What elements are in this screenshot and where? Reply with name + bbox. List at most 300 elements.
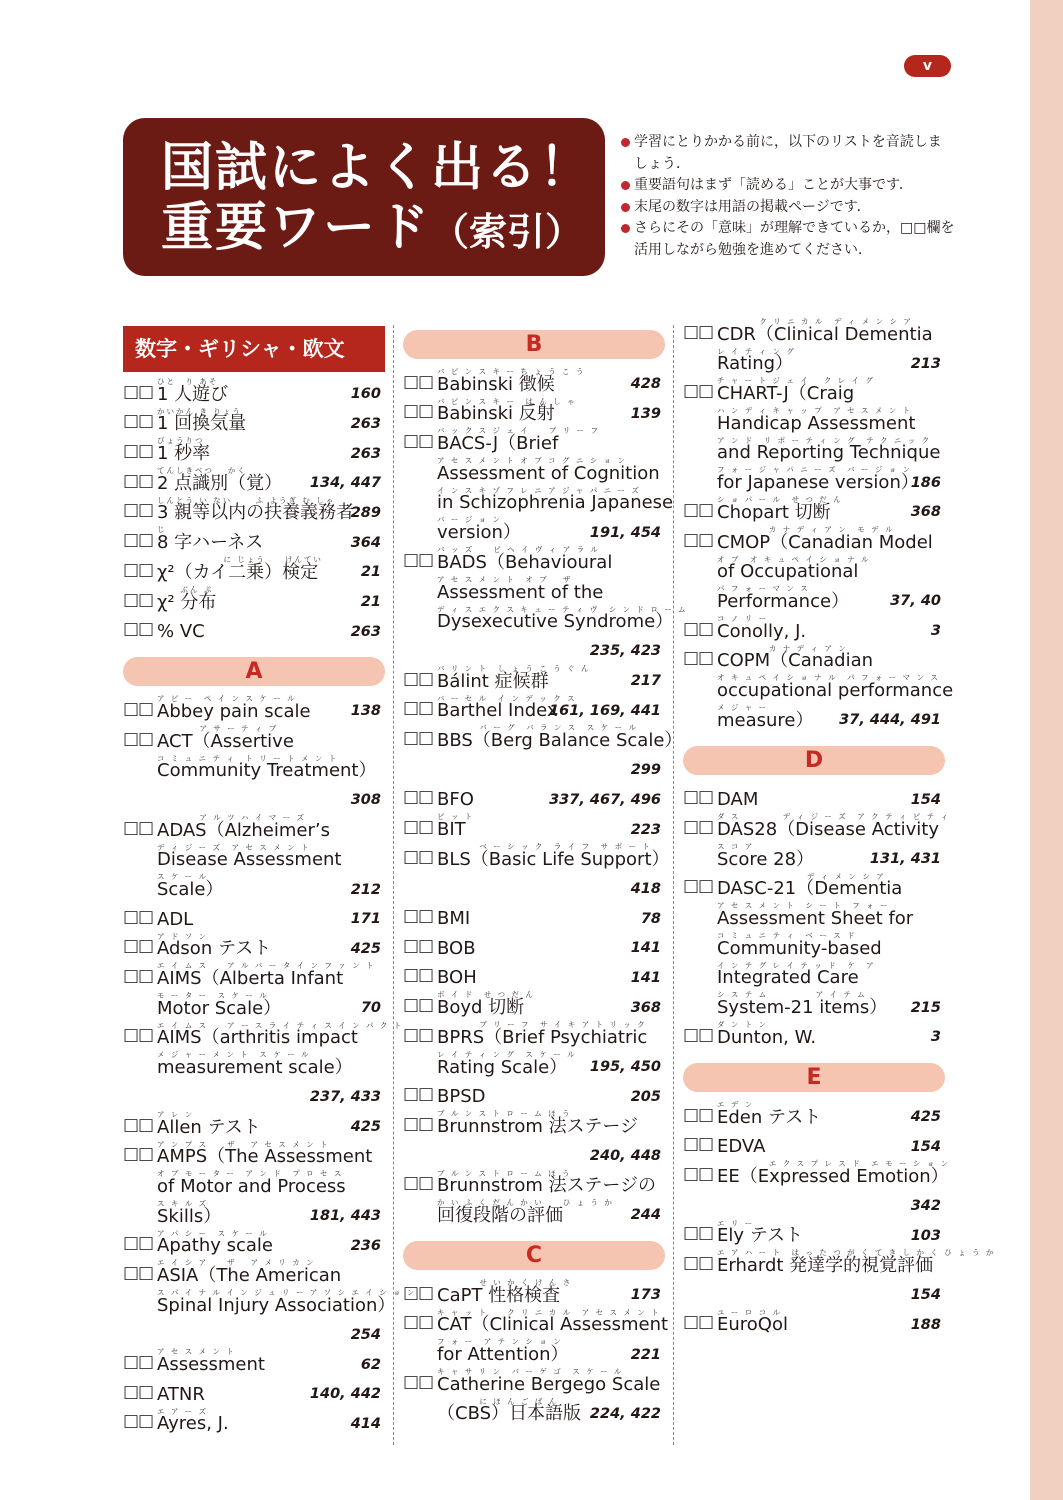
entry-line: [403, 784, 665, 814]
index-term: Spinal Injury Association）: [157, 1294, 396, 1316]
index-term: BMI: [437, 908, 471, 930]
index-entry: [403, 1081, 665, 1111]
furigana-reading: エ ア ハ ー ト は っ た つ が く て き し か く ひ ょ う か: [717, 1248, 996, 1258]
entry-line: [683, 843, 945, 873]
checkbox-pair[interactable]: □□: [683, 1163, 714, 1184]
index-term: Integrated Care: [717, 967, 859, 989]
entry-line: [123, 467, 385, 497]
entry-line: [123, 1200, 385, 1230]
checkbox-pair[interactable]: □□: [403, 817, 434, 837]
index-term: （CBS）日本語版: [437, 1403, 582, 1425]
index-entry: [123, 526, 385, 556]
furigana-reading: カ ナ デ ィ ア ン: [717, 643, 848, 653]
entry-line: [123, 556, 385, 586]
entry-line: [683, 962, 945, 992]
index-entry: [123, 1378, 385, 1408]
index-term: 3 親等以内の扶養義務者: [157, 502, 355, 524]
furigana-reading: ブ リ ー フ サ イ キ ア ト リ ッ ク: [437, 1020, 647, 1030]
index-entry: [123, 903, 385, 933]
furigana-reading: ス キ ル ズ: [157, 1198, 209, 1208]
index-term: BOB: [437, 937, 476, 959]
index-column-1: [123, 318, 417, 1460]
furigana-reading: コ ノ リ ー: [717, 613, 769, 623]
page-reference: 186: [910, 474, 941, 491]
entry-line: [683, 1131, 945, 1161]
checkbox-pair[interactable]: □□: [403, 401, 434, 422]
index-term: Brunnstrom 法ステージ: [437, 1115, 638, 1137]
checkbox-pair[interactable]: □□: [123, 906, 154, 927]
index-term: Scale）: [157, 879, 224, 900]
index-term: Community-based: [717, 937, 882, 959]
entry-line: [123, 616, 385, 646]
instruction-item: 末尾の数字は用語の掲載ページです．: [620, 197, 955, 219]
entry-line: [403, 1338, 665, 1368]
checkbox-pair[interactable]: □□: [403, 906, 434, 927]
index-term: BADS（Behavioural: [437, 551, 613, 573]
index-term: Adson テスト: [157, 938, 272, 960]
entry-line: [123, 844, 385, 874]
index-entry: [403, 902, 665, 932]
instructions-list: [620, 132, 955, 261]
index-term: CDR（Clinical Dementia: [717, 323, 933, 345]
page-reference: 173: [630, 1287, 661, 1304]
entry-line: [403, 1021, 665, 1051]
index-entry: [403, 962, 665, 992]
entry-line: [123, 1230, 385, 1260]
checkbox-pair[interactable]: □□: [123, 441, 154, 462]
index-entry: [403, 1021, 665, 1080]
furigana-reading: じ: [157, 525, 167, 535]
furigana-reading: ス コ ア: [717, 842, 755, 851]
page-reference: 342: [910, 1198, 941, 1215]
checkbox-pair[interactable]: □□: [683, 1252, 714, 1273]
entry-line: [123, 992, 385, 1022]
entry-line: [683, 704, 945, 734]
page-reference: 134, 447: [309, 475, 381, 492]
checkbox-pair[interactable]: □□: [403, 1024, 434, 1045]
checkbox-pair[interactable]: □□: [123, 381, 154, 402]
checkbox-pair[interactable]: □□: [123, 1381, 154, 1402]
index-entry: [403, 932, 665, 962]
furigana-reading: イ ン ス キ ゾ フ レ ニ ア ジ ャ パ ニ ー ズ: [437, 485, 641, 495]
page-reference: 154: [910, 1287, 941, 1304]
index-entry: [683, 377, 945, 496]
furigana-reading: ア パ シ ー ス ケ ー ル: [157, 1228, 269, 1238]
furigana-reading: バ ー ジ ョ ン: [437, 515, 503, 525]
checkbox-pair[interactable]: □□: [403, 1113, 434, 1134]
index-term: measurement scale）: [157, 1057, 353, 1079]
index-term: 2 点識別（覚）: [157, 472, 283, 494]
page-reference: 212: [350, 881, 381, 898]
index-entry: [683, 784, 945, 814]
furigana-reading: ユ ー ロ コ ル: [717, 1307, 783, 1317]
furigana-reading: バ ッ ズ ビ ヘ イ ヴ ィ ア ラ ル: [437, 545, 600, 555]
furigana-reading: フ ォ ー ア テ ン シ ョ ン: [437, 1337, 563, 1347]
entry-line: [123, 1319, 385, 1349]
furigana-reading: ダ ン ト ン: [717, 1020, 769, 1030]
checkbox-pair[interactable]: □□: [123, 1411, 154, 1432]
index-column-3: [683, 317, 996, 1460]
checkbox-pair[interactable]: □□: [403, 846, 434, 867]
page-reference: 240, 448: [589, 1148, 661, 1165]
furigana-reading: びょうりつ: [157, 436, 205, 446]
furigana-reading: メ ジ ャ ー: [717, 702, 769, 712]
index-term: Apathy scale: [157, 1235, 273, 1257]
entry-line: [683, 1021, 945, 1051]
furigana-reading: メ ジ ャ ー メ ン ト ス ケ ー ル: [157, 1050, 311, 1060]
entry-line: [683, 348, 945, 378]
instruction-item: 重要語句はまず「読める」ことが大事です．: [620, 175, 955, 197]
page-reference: 221: [630, 1346, 661, 1363]
checkbox-pair[interactable]: □□: [123, 1262, 154, 1283]
index-entry: [123, 1348, 385, 1378]
furigana-reading: フ ォ ー ジ ャ パ ニ ー ズ バ ー ジ ョ ン: [717, 465, 913, 475]
furigana-reading: オ ブ オ キ ュ ペ イ シ ョ ナ ル: [717, 554, 871, 564]
furigana-reading: シ ョ パ ー ル せ つ だ ん: [717, 495, 843, 505]
checkbox-pair[interactable]: □□: [123, 936, 154, 957]
entry-line: [123, 408, 385, 438]
index-entry: [683, 643, 954, 734]
page-reference: 171: [350, 911, 381, 928]
entry-line: [403, 1368, 665, 1398]
index-term: EE（Expressed Emotion）: [717, 1165, 949, 1187]
furigana-reading: エ ア ー ズ: [157, 1406, 209, 1416]
checkbox-pair[interactable]: □□: [403, 995, 434, 1016]
entry-line: [403, 516, 665, 546]
checkbox-pair[interactable]: □□: [683, 1223, 714, 1244]
index-term: Skills）: [157, 1205, 222, 1227]
page-reference: 364: [350, 534, 381, 551]
furigana-reading: ひと り あそ: [157, 377, 219, 386]
index-term: Catherine Bergego Scale: [437, 1373, 661, 1395]
checkbox-pair[interactable]: □□: [403, 371, 434, 392]
checkbox-pair[interactable]: □□: [683, 648, 714, 669]
index-entry: [123, 962, 385, 1021]
entry-line: [683, 991, 945, 1021]
checkbox-pair[interactable]: □□: [683, 321, 714, 342]
furigana-reading: ア セ ス メ ン ト シ ー ト フ ォ ー: [717, 901, 890, 911]
entry-line: [403, 1081, 665, 1111]
index-entry: [683, 1309, 945, 1339]
page-reference: 213: [910, 355, 941, 372]
checkbox-pair[interactable]: □□: [123, 559, 154, 580]
index-term: BOH: [437, 967, 477, 989]
entry-line: [683, 377, 945, 407]
entry-line: [123, 814, 385, 844]
furigana-reading: パ フ ォ ー マ ン ス: [717, 584, 810, 594]
furigana-reading: ブ ル ン ス ト ロ ー ム ほ う: [437, 1109, 572, 1119]
page-reference: 3: [930, 1029, 941, 1046]
index-entry: [403, 368, 665, 398]
index-term: Barthel Index: [437, 700, 558, 722]
checkbox-pair[interactable]: □□: [403, 431, 434, 452]
furigana-reading: バ ー グ バ ラ ン ス ス ケ ー ル: [437, 723, 638, 733]
index-entry: [123, 408, 385, 438]
entry-line: [403, 635, 665, 665]
page-reference: 289: [350, 504, 381, 521]
checkbox-pair[interactable]: □□: [683, 1134, 714, 1155]
entry-line: [683, 1220, 945, 1250]
checkbox-pair[interactable]: □□: [683, 529, 714, 550]
entry-line: [123, 1141, 385, 1171]
checkbox-pair[interactable]: □□: [123, 619, 154, 640]
index-term: EDVA: [717, 1136, 766, 1158]
index-entry: [123, 586, 385, 616]
index-entry: [683, 873, 945, 1021]
page-reference: 414: [350, 1415, 381, 1432]
entry-line: [123, 1348, 385, 1378]
checkbox-pair[interactable]: □□: [403, 1312, 434, 1333]
checkbox-pair[interactable]: □□: [403, 1371, 434, 1392]
entry-line: [123, 526, 385, 556]
checkbox-pair[interactable]: □□: [123, 698, 154, 719]
index-term: of Motor and Process: [157, 1175, 346, 1197]
checkbox-pair[interactable]: □□: [683, 381, 714, 402]
instruction-item: さらにその「意味」が理解できているか，□□欄を活用しながら勉強を進めてください．: [620, 218, 955, 261]
index-term: ACT（Assertive: [157, 730, 294, 752]
title-sub: （索引）: [431, 210, 584, 254]
furigana-reading: レ イ テ ィ ン グ: [717, 346, 796, 356]
entry-line: [403, 813, 665, 843]
index-entry: [403, 723, 683, 783]
furigana-reading: キ ャ サ リ ン バ ー ゲ ゴ ス ケ ー ル: [437, 1367, 624, 1376]
checkbox-pair[interactable]: □□: [403, 698, 434, 719]
index-term: ADAS（Alzheimer’s: [157, 819, 330, 841]
checkbox-pair[interactable]: □□: [123, 1144, 154, 1165]
checkbox-pair[interactable]: □□: [123, 530, 154, 551]
page-subtitle: [161, 198, 605, 270]
index-entry: [683, 615, 945, 645]
checkbox-pair[interactable]: □□: [403, 965, 434, 986]
index-term: in Schizophrenia Japanese: [437, 492, 674, 514]
index-entry: [683, 318, 945, 377]
page-reference: 160: [350, 386, 381, 403]
furigana-reading: エ イ ム ス ア ル バ ー タ イ ン フ ァ ン ト: [157, 961, 376, 971]
page-reference: 308: [350, 792, 381, 809]
entry-line: [403, 1140, 665, 1170]
checkbox-pair[interactable]: □□: [683, 876, 714, 897]
checkbox-pair[interactable]: □□: [683, 787, 714, 808]
entry-line: [403, 1051, 665, 1081]
page-reference: 188: [910, 1316, 941, 1333]
entry-line: [683, 407, 945, 437]
page-reference: 224, 422: [589, 1405, 661, 1422]
index-entry: [123, 1141, 385, 1230]
entry-line: [683, 902, 945, 932]
entry-line: [403, 368, 665, 398]
furigana-reading: ダ ス デ ィ ジ ー ズ ア ク テ ィ ビ テ ィ: [717, 812, 951, 822]
checkbox-pair[interactable]: □□: [123, 500, 154, 521]
entry-line: [123, 903, 385, 933]
index-term: BPSD: [437, 1086, 486, 1108]
index-term: AIMS（arthritis impact: [157, 1027, 358, 1049]
page-reference: 425: [350, 940, 381, 957]
checkbox-pair[interactable]: □□: [403, 1084, 434, 1105]
entry-line: [683, 1279, 945, 1309]
checkbox-pair[interactable]: □□: [403, 935, 434, 956]
index-term: Dysexecutive Syndrome）: [437, 611, 674, 633]
index-term: Assessment of Cognition: [437, 462, 660, 484]
index-term: Rating）: [717, 353, 794, 375]
index-term: 回復段階の評価: [437, 1204, 563, 1226]
index-entry: [123, 467, 385, 497]
furigana-reading: エ イ ム ス ア ー ス ラ イ テ ィ ス イ ン パ ク ト: [157, 1020, 404, 1030]
index-term: χ² 分布: [157, 591, 217, 613]
entry-line: [123, 1111, 385, 1141]
index-term: Brunnstrom 法ステージの: [437, 1175, 656, 1197]
index-entry: [403, 398, 665, 428]
checkbox-pair[interactable]: □□: [123, 470, 154, 491]
page-reference: 235, 423: [589, 643, 661, 660]
index-entry: [403, 545, 688, 665]
checkbox-pair[interactable]: □□: [403, 1173, 434, 1194]
checkbox-pair[interactable]: □□: [683, 1312, 714, 1333]
entry-line: [683, 318, 945, 348]
furigana-reading: か い ふ く だ ん か い ひ ょ う か: [437, 1198, 614, 1208]
checkbox-pair[interactable]: □□: [403, 1282, 434, 1303]
index-term: ATNR: [157, 1383, 205, 1405]
checkbox-pair[interactable]: □□: [123, 1114, 154, 1135]
index-entry: [403, 665, 665, 695]
index-term: BACS-J（Brief: [437, 433, 559, 455]
entry-line: [403, 723, 683, 754]
entry-line: [403, 1279, 665, 1309]
index-entry: [403, 784, 665, 814]
index-entry: [403, 1368, 665, 1427]
index-term: COPM（Canadian: [717, 650, 874, 672]
checkbox-pair[interactable]: □□: [123, 817, 154, 838]
checkbox-pair[interactable]: □□: [123, 1233, 154, 1254]
furigana-reading: ク リ ニ カ ル デ ィ メ ン シ ア: [717, 317, 913, 326]
index-term: χ²（カイ二乗）検定: [157, 561, 319, 583]
index-term: EuroQol: [717, 1314, 788, 1336]
index-entry: [123, 497, 385, 527]
checkbox-pair[interactable]: □□: [123, 1025, 154, 1046]
entry-line: [403, 1199, 665, 1229]
checkbox-pair[interactable]: □□: [683, 618, 714, 639]
furigana-reading: バ ビ ン ス キ ー ち ょ う こ う: [437, 367, 586, 376]
index-entry: [683, 1021, 945, 1051]
page-reference: 140, 442: [309, 1386, 381, 1403]
page-title: 国試によく出る！: [161, 138, 594, 198]
checkbox-pair[interactable]: □□: [123, 411, 154, 432]
checkbox-pair[interactable]: □□: [123, 589, 154, 610]
index-term: Community Treatment）: [157, 760, 377, 782]
checkbox-pair[interactable]: □□: [683, 1104, 714, 1125]
page-reference: 138: [350, 703, 381, 720]
entry-line: [683, 1248, 996, 1279]
index-entry: [123, 695, 385, 725]
index-term: Rating Scale）: [437, 1056, 568, 1078]
entry-line: [403, 932, 665, 962]
checkbox-pair[interactable]: □□: [683, 1024, 714, 1045]
entry-line: [123, 1081, 385, 1111]
index-term: Abbey pain scale: [157, 700, 311, 722]
page-reference: 425: [910, 1109, 941, 1125]
checkbox-pair[interactable]: □□: [403, 787, 434, 808]
page-reference: 21: [360, 594, 381, 610]
entry-line: [123, 962, 385, 992]
entry-line: [683, 645, 945, 675]
furigana-reading: デ ィ ス エ ク ス キ ュ ー テ ィ ヴ シ ン ド ロ ー ム: [437, 604, 688, 614]
entry-line: [683, 556, 945, 586]
index-term: 1 回換気量: [157, 413, 247, 435]
entry-line: [403, 991, 665, 1021]
index-entry: [123, 725, 385, 814]
index-term: BFO: [437, 789, 474, 811]
furigana-reading: ぶん ぷ: [157, 584, 214, 594]
index-entry: [403, 1279, 665, 1309]
entry-line: [123, 1287, 417, 1319]
furigana-reading: に じょう けんてい: [157, 555, 323, 565]
index-term: ADL: [157, 908, 194, 930]
index-entry: [123, 1258, 417, 1348]
page-reference: 263: [350, 415, 381, 432]
page-reference: 21: [360, 564, 381, 581]
page-reference: 139: [630, 405, 661, 422]
index-term: CAT（Clinical Assessment: [437, 1314, 669, 1336]
entry-line: [403, 842, 670, 873]
index-entry: [403, 1307, 669, 1368]
page-reference: 154: [910, 791, 941, 808]
page-reference: 161, 169, 441: [549, 702, 661, 719]
checkbox-pair[interactable]: □□: [123, 966, 154, 987]
index-term: Score 28）: [717, 848, 815, 870]
index-term: 8 字ハーネス: [157, 532, 264, 554]
index-term: 1 秒率: [157, 443, 211, 465]
checkbox-pair[interactable]: □□: [403, 727, 434, 748]
checkbox-pair[interactable]: □□: [683, 817, 714, 837]
furigana-reading: ス ケ ー ル: [157, 872, 209, 882]
index-term: version）: [437, 522, 521, 544]
index-term: Boyd 切断: [437, 997, 525, 1019]
furigana-reading: カ ナ デ ィ ア ン モ デ ル: [717, 524, 895, 534]
entry-line: [683, 873, 945, 903]
page-reference: 368: [630, 999, 661, 1016]
page-reference: 205: [630, 1088, 661, 1105]
index-term: System-21 items）: [717, 997, 888, 1019]
index-term: Dunton, W.: [717, 1026, 817, 1048]
entry-line: [123, 873, 385, 903]
checkbox-pair[interactable]: □□: [123, 1352, 154, 1372]
furigana-reading: デ ィ ジ ー ズ ア セ ス メ ン ト: [157, 842, 311, 852]
furigana-reading: ア ン プ ス ザ ア セ ス メ ン ト: [157, 1139, 330, 1149]
page-number-badge: v: [904, 55, 951, 77]
checkbox-pair[interactable]: □□: [123, 728, 154, 749]
furigana-reading: エ デ ン: [717, 1099, 755, 1109]
section-heading: C: [403, 1241, 665, 1270]
checkbox-pair[interactable]: □□: [403, 549, 434, 570]
index-term: CHART-J（Craig: [717, 383, 855, 405]
checkbox-pair[interactable]: □□: [403, 668, 434, 689]
index-entry: [403, 991, 665, 1021]
entry-line: [403, 873, 665, 903]
entry-line: [683, 466, 945, 496]
index-entry: [683, 812, 951, 872]
entry-line: [403, 665, 665, 695]
entry-line: [403, 695, 665, 725]
index-entry: [403, 426, 674, 546]
entry-line: [123, 1408, 385, 1438]
entry-line: [123, 378, 385, 408]
section-heading: 数字・ギリシャ・欧文: [123, 326, 385, 372]
checkbox-pair[interactable]: □□: [683, 499, 714, 520]
index-entry: [683, 496, 945, 526]
index-term: DAM: [717, 789, 759, 811]
index-term: for Attention）: [437, 1344, 569, 1365]
section-heading: B: [403, 330, 665, 359]
index-term: BLS（Basic Life Support）: [437, 848, 670, 870]
